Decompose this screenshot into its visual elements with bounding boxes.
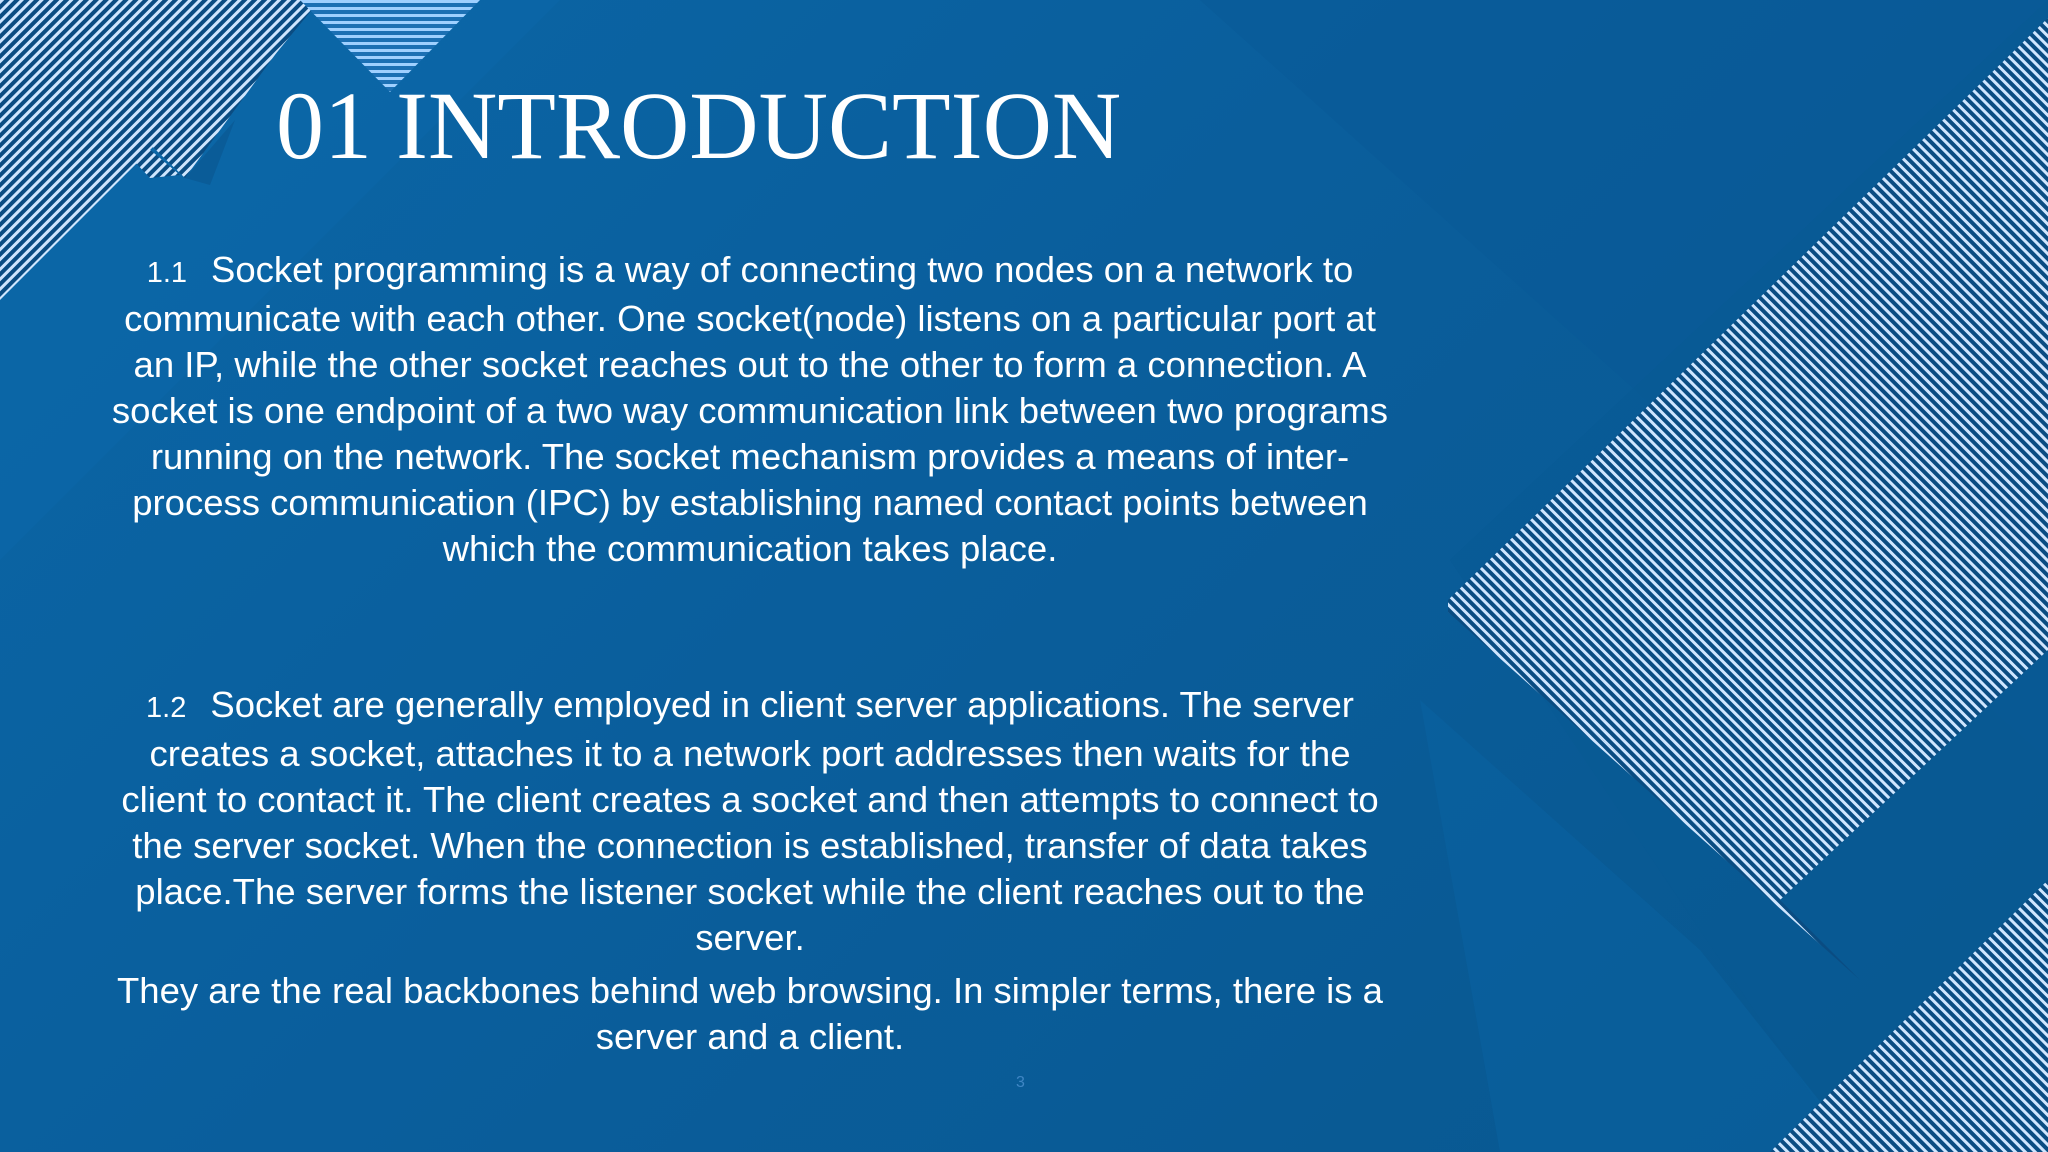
section-number-1: 1.1 [146, 257, 188, 289]
paragraph-1 [110, 247, 1390, 572]
page-number: 3 [1016, 1074, 1025, 1091]
paragraph-2 [110, 682, 1390, 961]
section-text-1: Socket programming is a way of connecting two nodes on a network to communicate with each other. One socket(node) listens on a particular port at an IP, while the other socket reaches out to the other to form a connection. A socket is one endpoint of a two way communication link between two programs running on the network. The socket mechanism provides a means of inter-process communication (IPC) by establishing named contact points between which the communication takes place. [111, 249, 1389, 569]
section-text-2: Socket are generally employed in client server applications. The server creates a socket, attaches it to a network port addresses then waits for the client to contact it. The client creates a socket and then attempts to connect to the server socket. When the connection is established, transfer of data takes place.The server forms the listener socket while the client reaches out to the server. [121, 684, 1379, 958]
slide-title: 01 INTRODUCTION [276, 72, 1122, 179]
closing-paragraph: They are the real backbones behind web browsing. In simpler terms, there is a server and a client. [117, 970, 1383, 1057]
section-number-2: 1.2 [146, 692, 187, 724]
